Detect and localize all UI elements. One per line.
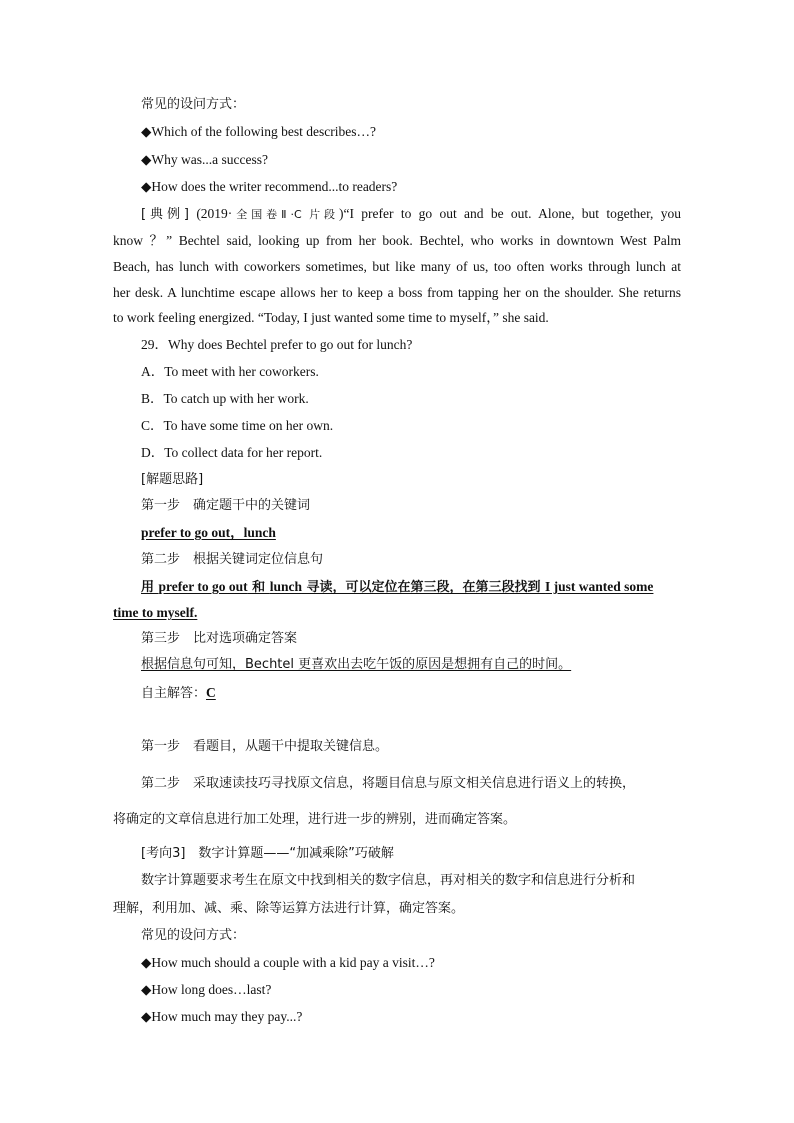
- example-source: (2019·全国卷Ⅱ·C 片段: [196, 206, 339, 221]
- question-form-item: ◆How much may they pay...?: [141, 1009, 303, 1024]
- solution-step-2-answer-cont: time to myself.: [113, 605, 198, 620]
- method-step-2: 第二步 采取速读技巧寻找原文信息，将题目信息与原文相关信息进行语义上的转换，: [141, 776, 636, 791]
- question-form-item: ◆Which of the following best describes…?: [141, 124, 376, 139]
- solution-step-2: 第二步 根据关键词定位信息句: [141, 552, 324, 567]
- example-passage-line-2: know ？” Bechtel said, looking up from her book. Bechtel, who works in downtown West Palm: [113, 233, 681, 248]
- method-step-2-cont: 将确定的文章信息进行加工处理，进行进一步的辨别，进而确定答案。: [113, 812, 517, 827]
- question-form-item: ◆Why was...a success?: [141, 152, 268, 167]
- solution-step-3-answer: 根据信息句可知，Bechtel 更喜欢出去吃午饭的原因是想拥有自己的时间。: [141, 657, 572, 672]
- example-passage-line-4: her desk. A lunchtime escape allows her to keep a boss from tapping her on the shoulder. She returns: [113, 285, 681, 300]
- example-passage-line-5: to work feeling energized. “Today, I just wanted some time to myself，” she said.: [113, 310, 549, 325]
- question-form-item: ◆How long does…last?: [141, 982, 272, 997]
- example-text: )“I prefer to go out and be out. Alone, but together, you: [338, 206, 682, 221]
- example-passage-line-3: Beach, has lunch with coworkers sometimes, but like many of us, too often works through lunch at: [113, 259, 681, 274]
- question-form-item: ◆How much should a couple with a kid pay a visit…?: [141, 955, 435, 970]
- option-a: A．To meet with her coworkers.: [141, 364, 319, 379]
- self-answer: 自主解答：C: [141, 685, 216, 701]
- option-c: C．To have some time on her own.: [141, 418, 334, 433]
- solution-heading: [解题思路]: [141, 472, 204, 487]
- solution-step-1: 第一步 确定题干中的关键词: [141, 498, 311, 513]
- section-3-heading: [考向3] 数字计算题——“加减乘除”巧破解: [141, 846, 394, 861]
- example-tag: [典例]: [141, 207, 189, 222]
- section-3-paragraph-cont: 理解，利用加、减、乘、除等运算方法进行计算，确定答案。: [113, 901, 465, 916]
- section-3-paragraph: 数字计算题要求考生在原文中找到相关的数字信息，再对相关的数字和信息进行分析和: [141, 873, 636, 888]
- method-step-1: 第一步 看题目，从题干中提取关键信息。: [141, 739, 389, 754]
- solution-step-2-answer: 用 prefer to go out 和 lunch 寻读，可以定位在第三段，在第三段找到 I just wanted some: [141, 579, 654, 595]
- solution-step-1-answer: prefer to go out，lunch: [141, 525, 276, 540]
- question-forms-heading: 常见的设问方式：: [141, 97, 246, 112]
- option-d: D．To collect data for her report.: [141, 445, 323, 460]
- question-forms-heading-2: 常见的设问方式：: [141, 928, 246, 943]
- solution-step-3: 第三步 比对选项确定答案: [141, 631, 298, 646]
- question-stem: 29．Why does Bechtel prefer to go out for lunch?: [141, 337, 413, 352]
- option-b: B．To catch up with her work.: [141, 391, 309, 406]
- question-form-item: ◆How does the writer recommend...to readers?: [141, 179, 398, 194]
- example-passage-line-1: [141, 205, 681, 224]
